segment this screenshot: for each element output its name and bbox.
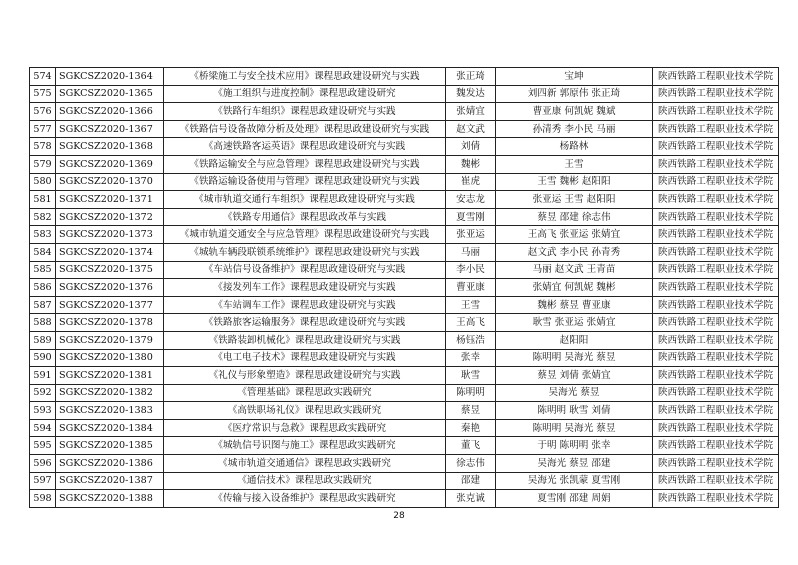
project-code: SGKCSZ2020-1388 [56,490,164,508]
organization: 陕西铁路工程职业技术学院 [653,472,779,490]
project-code: SGKCSZ2020-1366 [56,103,164,121]
table-row [30,455,779,473]
table-row [30,296,779,314]
project-code: SGKCSZ2020-1381 [56,367,164,385]
table-row [30,331,779,349]
project-title: 《铁路旅客运输服务》课程思政建设研究与实践 [164,314,446,332]
row-number: 575 [30,85,56,103]
project-title: 《高速铁路客运英语》课程思政建设研究与实践 [164,138,446,156]
team-members: 王雪 [496,155,653,173]
team-members: 于明 陈明明 张幸 [496,437,653,455]
team-members: 刘四新 郭原伟 张正琦 [496,85,653,103]
team-members: 吴海光 蔡昱 邵建 [496,455,653,473]
project-leader: 刘倩 [446,138,496,156]
project-title: 《城市轨道交通安全与应急管理》课程思政建设研究与实践 [164,226,446,244]
project-code: SGKCSZ2020-1375 [56,261,164,279]
project-leader: 董飞 [446,437,496,455]
organization: 陕西铁路工程职业技术学院 [653,402,779,420]
organization: 陕西铁路工程职业技术学院 [653,191,779,209]
row-number: 576 [30,103,56,121]
project-title: 《铁路专用通信》课程思政改革与实践 [164,208,446,226]
row-number: 581 [30,191,56,209]
team-members: 赵阳阳 [496,331,653,349]
team-members: 吴海光 张凯蒙 夏雪刚 [496,472,653,490]
project-leader: 曹亚康 [446,279,496,297]
organization: 陕西铁路工程职业技术学院 [653,314,779,332]
organization: 陕西铁路工程职业技术学院 [653,226,779,244]
project-title: 《铁路装卸机械化》课程思政建设研究与实践 [164,331,446,349]
project-code: SGKCSZ2020-1384 [56,419,164,437]
row-number: 574 [30,68,56,86]
organization: 陕西铁路工程职业技术学院 [653,384,779,402]
team-members: 王雪 魏彬 赵阳阳 [496,173,653,191]
row-number: 580 [30,173,56,191]
table-row [30,384,779,402]
row-number: 584 [30,243,56,261]
row-number: 588 [30,314,56,332]
row-number: 586 [30,279,56,297]
organization: 陕西铁路工程职业技术学院 [653,349,779,367]
project-code: SGKCSZ2020-1373 [56,226,164,244]
project-code: SGKCSZ2020-1376 [56,279,164,297]
table-row [30,138,779,156]
row-number: 578 [30,138,56,156]
row-number: 589 [30,331,56,349]
project-title: 《接发列车工作》课程思政建设研究与实践 [164,279,446,297]
project-title: 《城市轨道交通通信》课程思政实践研究 [164,455,446,473]
team-members: 陈明明 耿雪 刘倩 [496,402,653,420]
organization: 陕西铁路工程职业技术学院 [653,155,779,173]
team-members: 孙清秀 李小民 马丽 [496,120,653,138]
project-leader: 崔虎 [446,173,496,191]
project-title: 《电工电子技术》课程思政建设研究与实践 [164,349,446,367]
team-members: 王高飞 张亚运 张婧宜 [496,226,653,244]
project-leader: 赵文武 [446,120,496,138]
project-title: 《管理基础》课程思政实践研究 [164,384,446,402]
table-body [30,68,779,508]
table-row [30,85,779,103]
project-title: 《车站调车工作》课程思政建设研究与实践 [164,296,446,314]
project-leader: 张婧宜 [446,103,496,121]
project-title: 《医疗常识与急救》课程思政实践研究 [164,419,446,437]
project-leader: 马丽 [446,243,496,261]
organization: 陕西铁路工程职业技术学院 [653,120,779,138]
project-code: SGKCSZ2020-1371 [56,191,164,209]
organization: 陕西铁路工程职业技术学院 [653,490,779,508]
team-members: 赵文武 李小民 孙青秀 [496,243,653,261]
table-row [30,191,779,209]
project-code: SGKCSZ2020-1386 [56,455,164,473]
organization: 陕西铁路工程职业技术学院 [653,437,779,455]
team-members: 蔡昱 刘倩 张婧宜 [496,367,653,385]
project-title: 《城市轨道交通行车组织》课程思政建设研究与实践 [164,191,446,209]
row-number: 583 [30,226,56,244]
project-code: SGKCSZ2020-1367 [56,120,164,138]
project-leader: 秦艳 [446,419,496,437]
project-title: 《铁路行车组织》课程思政建设研究与实践 [164,103,446,121]
table-row [30,155,779,173]
row-number: 592 [30,384,56,402]
project-title: 《传输与接入设备维护》课程思政实践研究 [164,490,446,508]
organization: 陕西铁路工程职业技术学院 [653,331,779,349]
project-leader: 李小民 [446,261,496,279]
table-row [30,243,779,261]
project-code: SGKCSZ2020-1365 [56,85,164,103]
project-title: 《城轨车辆段联锁系统维护》课程思政建设研究与实践 [164,243,446,261]
project-leader: 张幸 [446,349,496,367]
project-code: SGKCSZ2020-1374 [56,243,164,261]
project-title: 《通信技术》课程思政实践研究 [164,472,446,490]
project-code: SGKCSZ2020-1379 [56,331,164,349]
team-members: 马丽 赵文武 王青苗 [496,261,653,279]
team-members: 宝坤 [496,68,653,86]
organization: 陕西铁路工程职业技术学院 [653,103,779,121]
table-row [30,68,779,86]
organization: 陕西铁路工程职业技术学院 [653,367,779,385]
row-number: 577 [30,120,56,138]
project-code: SGKCSZ2020-1380 [56,349,164,367]
table-row [30,349,779,367]
project-leader: 王雪 [446,296,496,314]
project-code: SGKCSZ2020-1383 [56,402,164,420]
row-number: 579 [30,155,56,173]
project-leader: 张克诚 [446,490,496,508]
table-row [30,419,779,437]
table-row [30,173,779,191]
project-leader: 徐志伟 [446,455,496,473]
table-row [30,208,779,226]
organization: 陕西铁路工程职业技术学院 [653,68,779,86]
project-leader: 张正琦 [446,68,496,86]
table-row [30,103,779,121]
project-list-table [29,67,779,508]
project-title: 《车站信号设备维护》课程思政建设研究与实践 [164,261,446,279]
team-members: 耿雪 张亚运 张婧宜 [496,314,653,332]
row-number: 585 [30,261,56,279]
project-code: SGKCSZ2020-1369 [56,155,164,173]
table-row [30,120,779,138]
project-code: SGKCSZ2020-1370 [56,173,164,191]
team-members: 张亚运 王雪 赵阳阳 [496,191,653,209]
project-code: SGKCSZ2020-1364 [56,68,164,86]
organization: 陕西铁路工程职业技术学院 [653,419,779,437]
project-leader: 魏发达 [446,85,496,103]
project-leader: 陈明明 [446,384,496,402]
project-code: SGKCSZ2020-1387 [56,472,164,490]
team-members: 吴海光 蔡昱 [496,384,653,402]
project-title: 《铁路运输设备使用与管理》课程思政建设研究与实践 [164,173,446,191]
project-title: 《桥梁施工与安全技术应用》课程思政建设研究与实践 [164,68,446,86]
team-members: 杨路林 [496,138,653,156]
organization: 陕西铁路工程职业技术学院 [653,208,779,226]
project-leader: 邵建 [446,472,496,490]
team-members: 夏雪刚 邵建 周娟 [496,490,653,508]
row-number: 593 [30,402,56,420]
project-leader: 夏雪刚 [446,208,496,226]
project-code: SGKCSZ2020-1377 [56,296,164,314]
project-code: SGKCSZ2020-1382 [56,384,164,402]
project-leader: 张亚运 [446,226,496,244]
row-number: 596 [30,455,56,473]
team-members: 曹亚康 何凯妮 魏斌 [496,103,653,121]
table-row [30,279,779,297]
row-number: 594 [30,419,56,437]
project-code: SGKCSZ2020-1378 [56,314,164,332]
organization: 陕西铁路工程职业技术学院 [653,261,779,279]
project-title: 《高铁职场礼仪》课程思政实践研究 [164,402,446,420]
table-row [30,472,779,490]
project-leader: 王高飞 [446,314,496,332]
project-code: SGKCSZ2020-1372 [56,208,164,226]
project-leader: 蔡昱 [446,402,496,420]
table-row [30,367,779,385]
row-number: 598 [30,490,56,508]
project-title: 《礼仪与形象塑造》课程思政建设研究与实践 [164,367,446,385]
row-number: 595 [30,437,56,455]
table-row [30,226,779,244]
team-members: 陈明明 吴海光 蔡昱 [496,419,653,437]
organization: 陕西铁路工程职业技术学院 [653,85,779,103]
row-number: 582 [30,208,56,226]
project-title: 《施工组织与进度控制》课程思政建设研究 [164,85,446,103]
row-number: 590 [30,349,56,367]
team-members: 张婧宜 何凯妮 魏彬 [496,279,653,297]
project-title: 《城轨信号识图与施工》课程思政实践研究 [164,437,446,455]
table-row [30,261,779,279]
team-members: 蔡昱 邵建 徐志伟 [496,208,653,226]
team-members: 陈明明 吴海光 蔡昱 [496,349,653,367]
organization: 陕西铁路工程职业技术学院 [653,138,779,156]
row-number: 587 [30,296,56,314]
row-number: 597 [30,472,56,490]
organization: 陕西铁路工程职业技术学院 [653,296,779,314]
table-row [30,437,779,455]
project-leader: 杨钰浩 [446,331,496,349]
project-leader: 魏彬 [446,155,496,173]
table-row [30,402,779,420]
project-title: 《铁路信号设备故障分析及处理》课程思政建设研究与实践 [164,120,446,138]
team-members: 魏彬 蔡昱 曹亚康 [496,296,653,314]
project-code: SGKCSZ2020-1368 [56,138,164,156]
project-leader: 安志龙 [446,191,496,209]
organization: 陕西铁路工程职业技术学院 [653,455,779,473]
project-code: SGKCSZ2020-1385 [56,437,164,455]
project-leader: 耿雪 [446,367,496,385]
project-title: 《铁路运输安全与应急管理》课程思政建设研究与实践 [164,155,446,173]
row-number: 591 [30,367,56,385]
organization: 陕西铁路工程职业技术学院 [653,173,779,191]
table-row [30,490,779,508]
table-row [30,314,779,332]
organization: 陕西铁路工程职业技术学院 [653,243,779,261]
page-number: 28 [393,511,405,521]
organization: 陕西铁路工程职业技术学院 [653,279,779,297]
